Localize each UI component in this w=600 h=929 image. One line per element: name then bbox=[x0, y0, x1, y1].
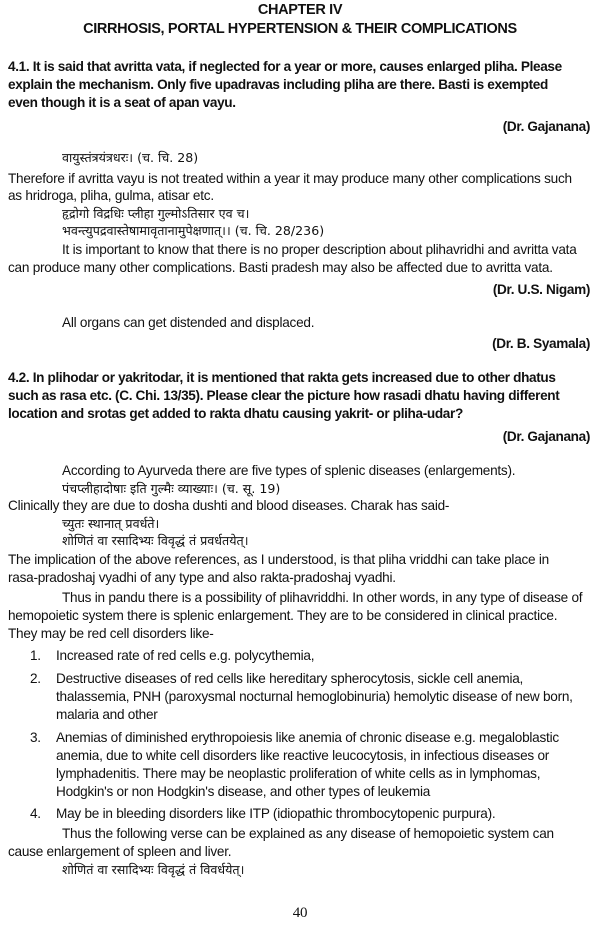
list-item: May be in bleeding disorders like ITP (idiopathic thrombocytopenic purpura). bbox=[56, 806, 496, 821]
sanskrit-verse: शोणितं वा रसादिभ्यः विवृद्धं तं विवर्धयेत्। bbox=[62, 862, 245, 877]
question-attribution: (Dr. Gajanana) bbox=[502, 119, 590, 134]
sanskrit-verse: हृद्रोगो विद्रधिः प्लीहा गुल्मोऽतिसार एव च। bbox=[62, 206, 250, 221]
page-number: 40 bbox=[292, 905, 308, 921]
list-item: Increased rate of red cells e.g. polycythemia, bbox=[56, 648, 315, 663]
question-line: 4.2. In plihodar or yakritodar, it is mentioned that rakta gets increased due to other dhatus bbox=[8, 370, 556, 385]
sanskrit-verse: भवन्त्युपद्रवास्तेषामावृतानामुपेक्षणात्।। (च. चि. 28/236) bbox=[62, 223, 325, 238]
answer-line: It is important to know that there is no proper description about plihavridhi and avritta vata bbox=[62, 242, 577, 257]
sanskrit-verse: वायुस्तंत्रयंत्रधरः। (च. चि. 28) bbox=[62, 150, 199, 165]
list-number: 1. bbox=[30, 648, 41, 663]
question-line: explain the mechanism. Only five upadravas including pliha are there. Basti is exempted bbox=[8, 77, 548, 92]
chapter-title: CIRRHOSIS, PORTAL HYPERTENSION & THEIR COMPLICATIONS bbox=[83, 21, 517, 37]
question-line: location and srotas get added to rakta dhatu causing yakrit- or pliha-udar? bbox=[8, 406, 463, 421]
answer-line: Thus the following verse can be explained as any disease of hemopoietic system can bbox=[62, 826, 554, 841]
question-attribution: (Dr. Gajanana) bbox=[502, 429, 590, 444]
answer-line: Therefore if avritta vayu is not treated within a year it may produce many other complications such bbox=[8, 171, 572, 186]
answer-line: cause enlargement of spleen and liver. bbox=[8, 844, 232, 859]
list-number: 2. bbox=[30, 671, 41, 686]
answer-line: Thus in pandu there is a possibility of plihavriddhi. In other words, in any type of disease of bbox=[62, 590, 583, 605]
chapter-label: CHAPTER IV bbox=[257, 2, 343, 18]
answer-line: as hridroga, pliha, gulma, atisar etc. bbox=[8, 188, 214, 203]
answer-attribution: (Dr. U.S. Nigam) bbox=[492, 282, 590, 297]
list-item: Destructive diseases of red cells like hereditary spherocytosis, sickle cell anemia, bbox=[56, 671, 524, 686]
question-line: such as rasa etc. (C. Chi. 13/35). Please clear the picture how rasadi dhatu having different bbox=[8, 388, 560, 403]
list-number: 3. bbox=[30, 730, 41, 745]
question-line: even though it is a seat of apan vayu. bbox=[8, 95, 236, 110]
sanskrit-verse: च्युतः स्थानात् प्रवर्धते। bbox=[62, 516, 160, 531]
sanskrit-verse: पंचप्लीहादोषाः इति गुल्मैः व्याख्याः। (च. सू. 19) bbox=[62, 481, 281, 496]
list-item: Anemias of diminished erythropoiesis like anemia of chronic disease e.g. megaloblastic bbox=[56, 730, 559, 745]
answer-line: All organs can get distended and displaced. bbox=[62, 315, 315, 330]
answer-line: rasa-pradoshaj vyadhi of any type and also rakta-pradoshaj vyadhi. bbox=[8, 570, 396, 585]
list-item: anemia, due to white cell disorders like reactive leucocytosis, in infectious diseases or bbox=[56, 748, 550, 763]
list-number: 4. bbox=[30, 806, 41, 821]
answer-line: The implication of the above references, as I understood, is that pliha vriddhi can take place in bbox=[8, 552, 549, 567]
sanskrit-verse: शोणितं वा रसादिभ्यः विवृद्धं तं प्रवर्धतयेत्। bbox=[62, 533, 249, 548]
list-item: lymphadenitis. There may be neoplastic proliferation of white cells as in lymphomas, bbox=[56, 766, 541, 781]
answer-line: hemopoietic system there is splenic enlargement. They are to be considered in clinical practice. bbox=[8, 608, 558, 623]
list-item: Hodgkin's or non Hodgkin's disease, and other types of leukemia bbox=[56, 784, 431, 799]
answer-line: They may be red cell disorders like- bbox=[8, 626, 214, 641]
answer-line: Clinically they are due to dosha dushti and blood diseases. Charak has said- bbox=[8, 498, 450, 513]
answer-attribution: (Dr. B. Syamala) bbox=[492, 336, 590, 351]
list-item: malaria and other bbox=[56, 707, 158, 722]
answer-line: According to Ayurveda there are five types of splenic diseases (enlargements). bbox=[62, 463, 516, 478]
question-line: 4.1. It is said that avritta vata, if neglected for a year or more, causes enlarged pliha. Please bbox=[8, 59, 562, 74]
list-item: thalassemia, PNH (paroxysmal nocturnal hemoglobinuria) hemolytic disease of new born, bbox=[56, 689, 573, 704]
answer-line: can produce many other complications. Basti pradesh may also be affected due to avritta vata. bbox=[8, 260, 553, 275]
